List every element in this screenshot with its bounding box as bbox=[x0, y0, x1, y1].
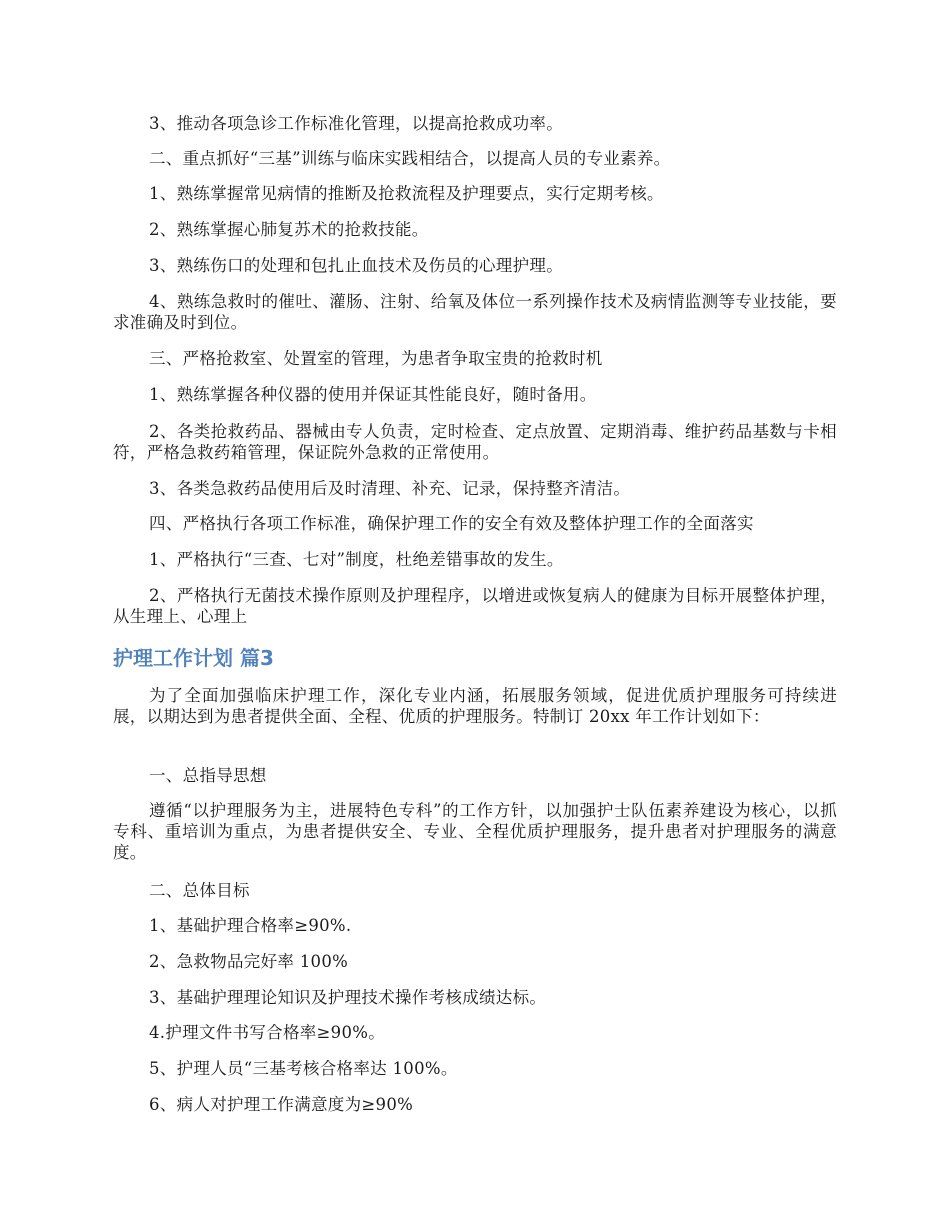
list-item: 6、病人对护理工作满意度为≥90% bbox=[149, 1095, 414, 1114]
paragraph: 1、严格执行“三查、七对”制度，杜绝差错事故的发生。 bbox=[149, 550, 564, 569]
list-item: 1、基础护理合格率≥90%. bbox=[149, 916, 352, 935]
paragraph: 2、严格执行无菌技术操作原则及护理程序，以增进或恢复病人的健康为目标开展整体护理，从生理上、心理上 bbox=[113, 586, 837, 626]
paragraph: 2、各类抢救药品、器械由专人负责，定时检查、定点放置、定期消毒、维护药品基数与卡相符，严格急救药箱管理，保证院外急救的正常使用。 bbox=[113, 422, 837, 462]
list-item: 2、急救物品完好率 100% bbox=[149, 952, 349, 971]
section-subheading: 三、严格抢救室、处置室的管理，为患者争取宝贵的抢救时机 bbox=[149, 349, 603, 368]
list-item: 3、基础护理理论知识及护理技术操作考核成绩达标。 bbox=[149, 988, 547, 1007]
paragraph: 1、熟练掌握各种仪器的使用并保证其性能良好，随时备用。 bbox=[149, 385, 597, 404]
list-item: 5、护理人员“三基考核合格率达 100%。 bbox=[149, 1059, 458, 1078]
paragraph: 3、熟练伤口的处理和包扎止血技术及伤员的心理护理。 bbox=[149, 256, 563, 275]
section-subheading: 二、总体目标 bbox=[149, 881, 250, 900]
list-item: 4.护理文件书写合格率≥90%。 bbox=[149, 1023, 386, 1042]
intro-paragraph: 为了全面加强临床护理工作，深化专业内涵，拓展服务领域，促进优质护理服务可持续进展，以期达到为患者提供全面、全程、优质的护理服务。特制订 20xx 年工作计划如下： bbox=[113, 686, 837, 726]
paragraph: 3、推动各项急诊工作标准化管理，以提高抢救成功率。 bbox=[149, 114, 563, 133]
paragraph: 遵循“以护理服务为主，进展特色专科”的工作方针，以加强护士队伍素养建设为核心，以抓专科、重培训为重点，为患者提供安全、专业、全程优质护理服务，提升患者对护理服务的满意度。 bbox=[113, 801, 837, 862]
paragraph: 1、熟练掌握常见病情的推断及抢救流程及护理要点，实行定期考核。 bbox=[149, 184, 664, 203]
section-subheading: 四、严格执行各项工作标准，确保护理工作的安全有效及整体护理工作的全面落实 bbox=[149, 514, 754, 533]
section-subheading: 一、总指导思想 bbox=[149, 766, 267, 785]
section-heading: 护理工作计划 篇3 bbox=[113, 646, 274, 670]
paragraph: 4、熟练急救时的催吐、灌肠、注射、给氧及体位一系列操作技术及病情监测等专业技能，要求准确及时到位。 bbox=[113, 292, 837, 332]
paragraph: 2、熟练掌握心肺复苏术的抢救技能。 bbox=[149, 220, 429, 239]
paragraph: 3、各类急救药品使用后及时清理、补充、记录，保持整齐清洁。 bbox=[149, 479, 631, 498]
section-subheading: 二、重点抓好“三基”训练与临床实践相结合，以提高人员的专业素养。 bbox=[149, 149, 671, 168]
